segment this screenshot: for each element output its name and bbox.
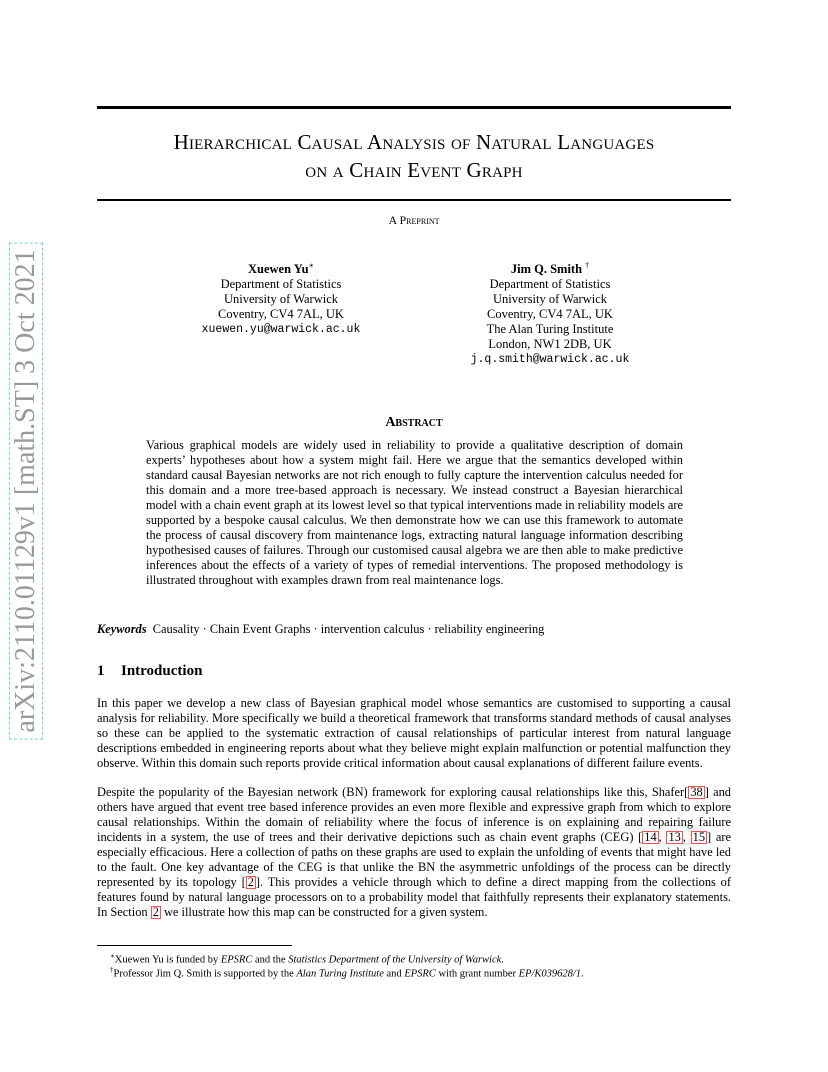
arxiv-stamp (6, 233, 46, 748)
citation-link[interactable]: 14 (644, 830, 657, 844)
footnote-text: Alan Turing Institute (296, 968, 384, 980)
author-affiliation: University of Warwick (492, 292, 607, 307)
footnote-text: EP/K039628/1 (518, 968, 582, 980)
citation-link[interactable]: 13 (668, 830, 681, 844)
title-line-2: on a Chain Event Graph (305, 158, 523, 182)
keywords (97, 622, 544, 637)
section-title: Introduction (121, 663, 203, 679)
footnote-mark: † (110, 966, 114, 974)
footnote-rule (97, 945, 292, 946)
footnote-text: . (581, 968, 584, 980)
preprint-label: A Preprint (388, 213, 440, 227)
footnote-text: Professor Jim Q. Smith is supported by the (113, 968, 297, 980)
author-name: Jim Q. Smith (510, 262, 583, 277)
paragraph-text: we illustrate how this map can be constructed for a given system. (160, 905, 488, 919)
author-block-2 (450, 258, 650, 367)
author-name: Xuewen Yu (248, 262, 309, 277)
keywords-label: Keywords (97, 622, 147, 636)
abstract-text: Various graphical models are widely used in reliability to provide a qualitative description of domain experts’ hypotheses about how a system might fail. Here we argue that the semantics developed within standard causal Bayesian networks are not rich enough to fully capture the intervention calculus needed for this domain and a more tree-based approach is necessary. We instead construct a Bayesian hierarchical model with a chain event graph at its lowest level so that typical interventions made in reliability models are supported by a bespoke causal calculus. We then demonstrate how we can use this framework to automate the process of causal discovery from maintenance logs, extracting natural language information describing hypothesised causes of failures. Through our customised causal algebra we are then able to make predictive inferences about the effects of a variety of types of remedial interventions. The proposed methodology is illustrated throughout with examples drawn from real maintenance logs. (146, 438, 683, 587)
footnote-mark: ∗ (110, 952, 115, 960)
author-affiliation: Coventry, CV4 7AL, UK (218, 307, 344, 322)
paragraph-text: ] are especially efficacious. Here a collection of paths on these graphs are used to explain the unfolding of events that might have led to the fault. One key advantage of the CEG is that unlike the BN the asymmetric unfoldings of the process can be directly represented by its topology [ (97, 830, 731, 889)
author-block-1 (181, 258, 381, 337)
citation-link[interactable]: 2 (247, 875, 254, 889)
title-top-rule (97, 106, 731, 109)
footnote-text: with grant number (435, 968, 519, 980)
author-mark: † (585, 261, 590, 270)
abstract-heading: Abstract (385, 415, 443, 430)
author-affiliation: Department of Statistics (489, 277, 611, 292)
footnote-text: Xuewen Yu is funded by (114, 954, 221, 966)
section-heading (97, 663, 202, 680)
paragraph-text: Despite the popularity of the Bayesian network (BN) framework for exploring causal relationships like this, Shafer (97, 785, 685, 799)
footnote-text: EPSRC (404, 968, 436, 980)
section-number: 1 (97, 663, 105, 679)
title-line-1: Hierarchical Causal Analysis of Natural Languages (173, 130, 655, 154)
intro-paragraph-1: In this paper we develop a new class of Bayesian graphical model whose semantics are customised to supporting a causal analysis for reliability. More specifically we build a theoretical framework that transforms standard methods of causal analyses so these can be applied to the systematic extraction of causal relationships of particular interest from natural language descriptions embedded in engineering reports about what they believe might explain malfunction or potential malfunction they observe. Within this domain such reports provide critical information about causal explanations of different failure events. (97, 696, 731, 770)
section-link[interactable]: 2 (152, 905, 159, 919)
author-affiliation: Coventry, CV4 7AL, UK (487, 307, 613, 322)
footnote-text: and the (252, 954, 289, 966)
author-mark: ∗ (308, 261, 314, 270)
author-affiliation: Department of Statistics (220, 277, 342, 292)
keywords-text: Causality · Chain Event Graphs · intervention calculus · reliability engineering (152, 622, 545, 636)
footnote-text: EPSRC (220, 954, 253, 966)
footnote-2 (110, 964, 584, 981)
intro-paragraph-2: Despite the popularity of the Bayesian network (BN) framework for exploring causal relationships like this, Shafer[ 38 ] and others have argued that event tree based inference provides an even more flexible and expressive graph from which to explore causal relationships. Within the domain of reliability where the focus of inference is on explaining and repairing failure incidents in a system, the use of trees and their derivative depictions such as chain event graphs (CEG) [ 14 , 13 , 15 ] are especially efficacious. Here a collection of paths on these graphs are used to explain the unfolding of events that might have led to the fault. One key advantage of the CEG is that unlike the BN the asymmetric unfoldings of the process can be directly represented by its topology [ 2 ]. This provides a vehicle through which to define a direct mapping from the collections of features found by natural language processors on to a probability model that faithfully represents their explanatory statements. In Section 2 we illustrate how this map can be constructed for a given system. (97, 785, 731, 919)
footnote-text: . (501, 954, 504, 966)
citation-link[interactable]: 15 (692, 830, 706, 844)
title-bottom-rule (97, 199, 731, 201)
footnote-text: and (383, 968, 405, 980)
author-affiliation: University of Warwick (223, 292, 338, 307)
arxiv-stamp-text[interactable]: arXiv:2110.01129v1 [math.ST] 3 Oct 2021 (9, 242, 43, 739)
footnote-text: Statistics Department of the University of Warwick (288, 954, 502, 966)
author-affiliation: London, NW1 2DB, UK (488, 337, 612, 352)
paper-title (97, 128, 731, 184)
author-email[interactable]: xuewen.yu@warwick.ac.uk (201, 323, 361, 337)
author-email[interactable]: j.q.smith@warwick.ac.uk (470, 353, 630, 367)
citation-link[interactable]: 38 (690, 785, 703, 799)
author-affiliation: The Alan Turing Institute (486, 322, 614, 337)
paragraph-text: and others have argued that event tree based inference provides an even more flexible and expressive graph from which to explore causal relationships. Within the domain of reliability where the focus of inference is on explaining and repairing failure incidents in a system, the use of trees and their derivative depictions such as chain event graphs (CEG) [ (97, 785, 731, 844)
paragraph-text: ]. This provides a vehicle through which to define a direct mapping from the collections of features found by natural language processors on to a probability model that faithfully represents their explanatory statements. In Section (97, 875, 731, 919)
